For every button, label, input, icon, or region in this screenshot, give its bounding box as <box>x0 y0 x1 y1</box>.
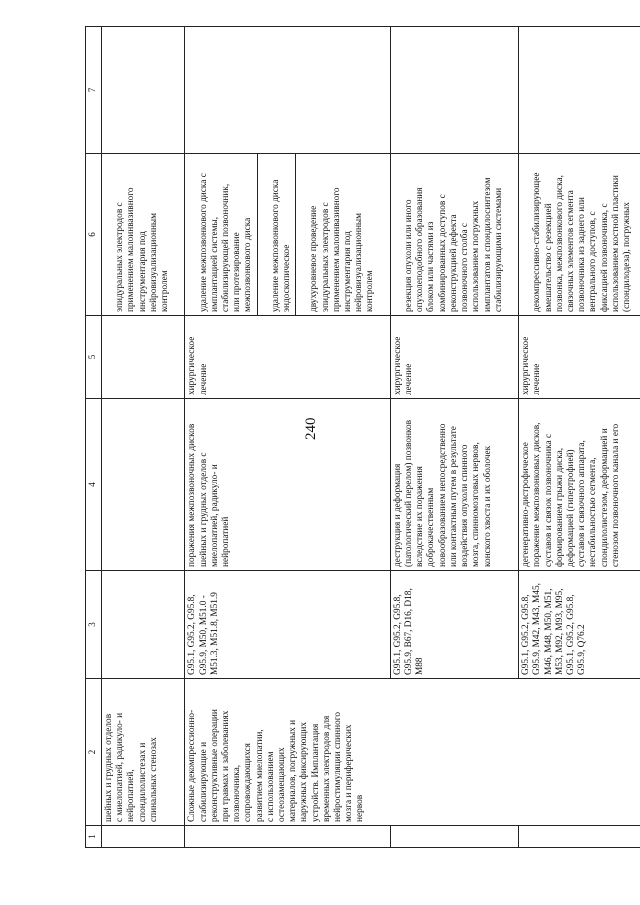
row-0-col-7 <box>102 27 185 154</box>
rotated-table-container <box>85 62 632 848</box>
row-2-col-1 <box>390 826 518 848</box>
table-row <box>102 27 185 848</box>
row-3-col-5: хирургическое лечение <box>519 316 640 399</box>
row-2-col-5: хирургическое лечение <box>390 316 518 399</box>
row-1-col-6-item-0: удаление межпозвонкового диска с имплантацией системы, стабилизирующей позвоночник, или протезирование межпозвонкового диска <box>197 154 258 315</box>
row-2-col-3: G95.1, G95.2, G95.8, G95.9, B67, D16, D18, M88 <box>390 571 518 679</box>
header-col-5: 5 <box>86 316 102 399</box>
procedures-table <box>85 26 640 848</box>
header-col-2: 2 <box>86 679 102 826</box>
header-col-7: 7 <box>86 27 102 154</box>
row-3-col-3: G95.1, G95.2, G95.8, G95.9, M42, M43, M45, M46, M48, M50, M51, M53, M92, M93, M95, G95.1, G95.2, G95.8, G95.9, Q76.2 <box>519 571 640 679</box>
row-0-col-5 <box>102 316 185 399</box>
header-row <box>86 27 102 848</box>
row-3-col-6 <box>519 154 640 316</box>
row-3-col-7 <box>519 27 640 154</box>
row-2-col-6-item-0: резекция опухоли или иного опухолеподобного образования блоком или частями из комбинированных доступов с реконструкцией дефекта позвоночного столба с использованием погружных имплантатов и спондилосинтезом стабилизирующими системами <box>404 177 504 312</box>
row-1-col-7 <box>185 27 390 154</box>
row-1-col-3: G95.1, G95.2, G95.8, G95.9, M50, M51.0 - M51.3, M51.8, M51.9 <box>185 571 390 679</box>
header-col-3: 3 <box>86 571 102 679</box>
row-1-col-2: Сложные декомпрессионно- стабилизирующие и реконструктивные операции при травмах и заболеваниях позвоночника, сопровождающихся развитием миелопатии, с использованием остеозамещающих материалов, погружных и наружных фиксирующих устройств. Имплантация временных электродов для нейростимуляции спинного мозга и периферических нервов <box>185 679 640 826</box>
header-col-6: 6 <box>86 154 102 316</box>
header-col-1: 1 <box>86 826 102 848</box>
row-2-col-4: деструкция и деформация (патологический перелом) позвонков вследствие их поражения доброкачественным новообразованием непосредственно или контактным путем в результате воздействия опухоли спинного мозга, спинномозговых нервов, конского хвоста и их оболочек <box>390 399 518 571</box>
row-1-col-6-item-1: удаление межпозвонкового диска эндоскопическое <box>269 154 296 315</box>
row-1-col-6 <box>185 154 390 316</box>
page-number: 240 <box>303 417 319 440</box>
row-2-col-7 <box>390 27 518 154</box>
row-0-col-6-item-0: эпидуральных электродов с применением малоинвазивного инструментария под нейровизуализационным контролем <box>115 187 171 312</box>
row-1-col-4: поражения межпозвоночных дисков шейных и грудных отделов с миелопатией, радикуло- и нейропатией <box>185 399 390 571</box>
row-0-col-2: шейных и грудных отделов с миелопатией, радикуло- и нейропатией, спондилолистезах и спинальных стенозах <box>102 679 185 826</box>
row-1-col-6-item-2: двухуровневое проведение эпидуральных электродов с применением малоинвазивного инструментария под нейровизуализационным контролем <box>309 187 376 312</box>
row-3-col-4: дегенеративно-дистрофическое поражение межпозвонковых дисков, суставов и связок позвоночника с формированием грыжи диска, деформацией (гипертрофией) суставов и связочного аппарата, нестабильностью сегмента, спондилолистезом, деформацией и стенозом позвоночного канала и его <box>519 399 640 571</box>
header-col-4: 4 <box>86 399 102 571</box>
row-0-col-6 <box>102 154 185 316</box>
row-1-col-5: хирургическое лечение <box>185 316 390 399</box>
row-3-col-6-item-0: декомпрессивно-стабилизирующее вмешательство с резекцией позвонка, межпозвонкового диска, связочных элементов сегмента позвоночника из заднего или вентрального доступов, с фиксацией позвоночника, с использованием костной пластики (спондилодеза), погружных <box>532 172 632 312</box>
row-2-col-6 <box>390 154 518 316</box>
row-0-col-3 <box>102 571 185 679</box>
row-1-col-1 <box>185 826 390 848</box>
table-row <box>185 27 390 848</box>
row-0-col-4 <box>102 399 185 571</box>
row-0-col-1 <box>102 826 185 848</box>
row-3-col-1 <box>519 826 640 848</box>
